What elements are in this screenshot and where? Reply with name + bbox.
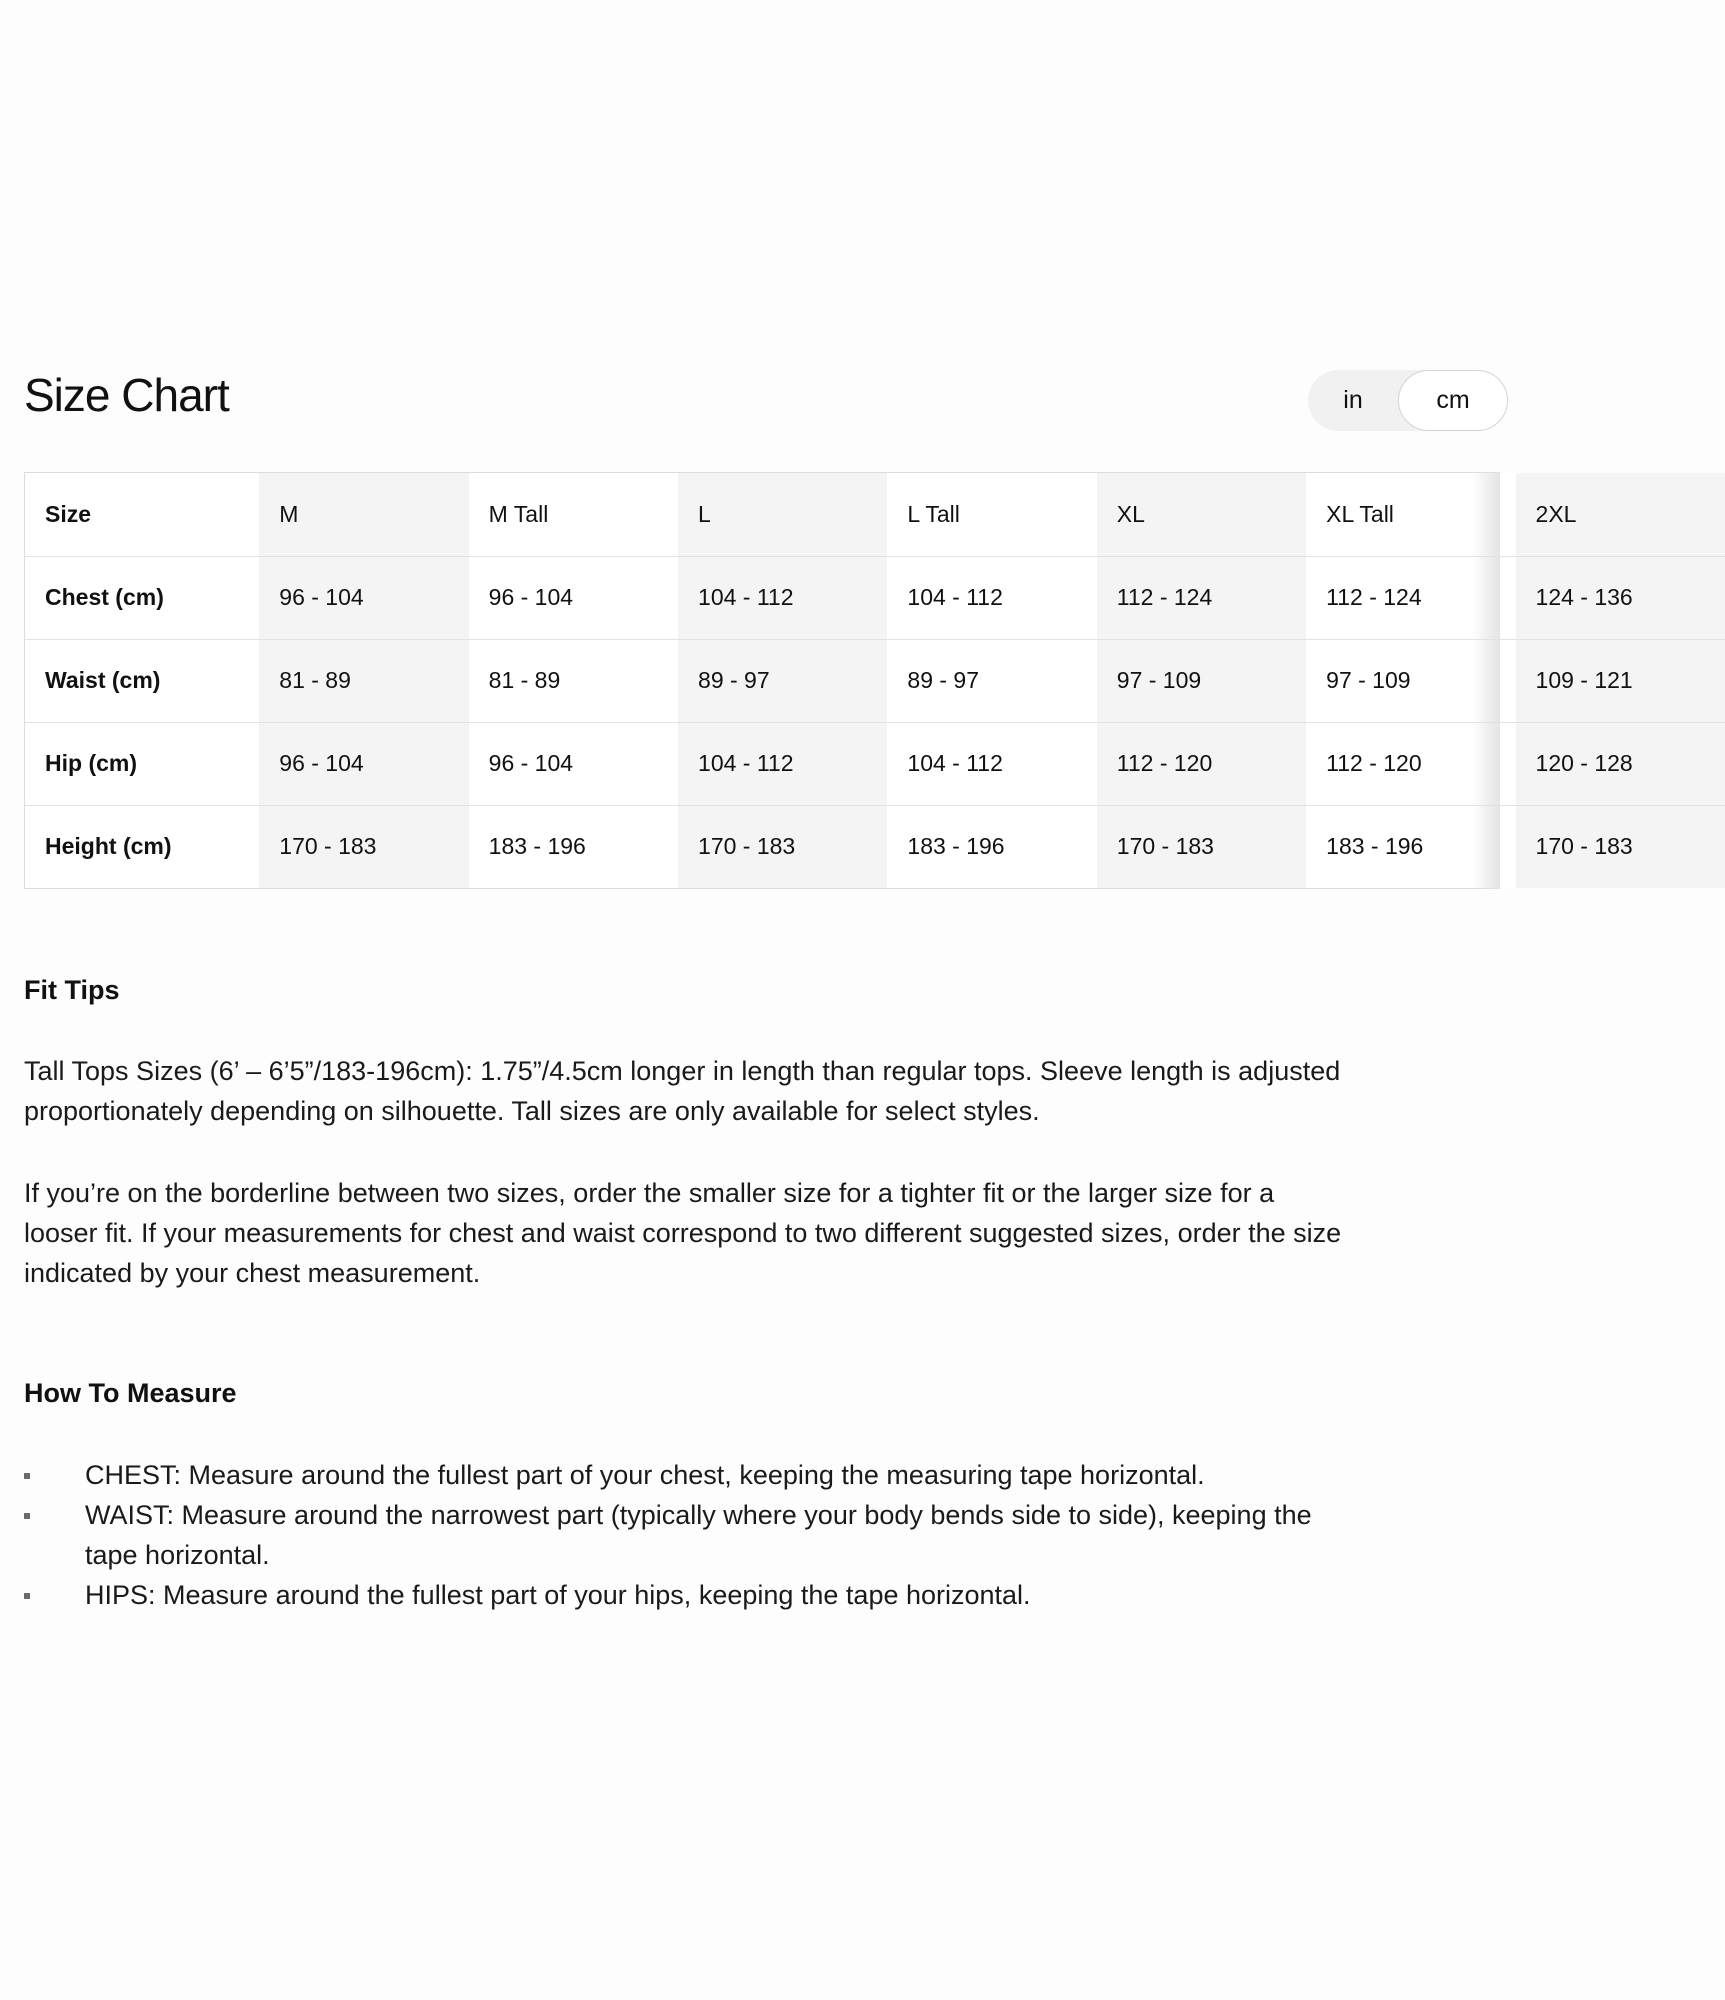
table-row-chest bbox=[25, 556, 1725, 639]
table-cell: 96 - 104 bbox=[469, 556, 678, 639]
table-row-hip bbox=[25, 722, 1725, 805]
row-header-chest: Chest (cm) bbox=[25, 556, 259, 639]
table-cell: 89 - 97 bbox=[887, 639, 1096, 722]
table-cell: 96 - 104 bbox=[469, 722, 678, 805]
table-cell: 104 - 112 bbox=[887, 556, 1096, 639]
table-scroll-fade bbox=[1472, 472, 1500, 889]
measure-list bbox=[24, 1455, 1344, 1615]
size-header-m-tall: M Tall bbox=[469, 473, 678, 556]
unit-in-button[interactable]: in bbox=[1343, 386, 1363, 414]
size-header-l-tall: L Tall bbox=[887, 473, 1096, 556]
square-bullet-icon bbox=[24, 1513, 30, 1519]
table-cell: 97 - 109 bbox=[1306, 639, 1515, 722]
page-title: Size Chart bbox=[24, 369, 229, 421]
table-cell: 170 - 183 bbox=[678, 805, 887, 888]
list-item-chest bbox=[24, 1455, 1344, 1495]
square-bullet-icon bbox=[24, 1473, 30, 1479]
table-cell: 104 - 112 bbox=[678, 722, 887, 805]
table-cell: 96 - 104 bbox=[259, 556, 468, 639]
table-cell: 81 - 89 bbox=[259, 639, 468, 722]
list-item-text: CHEST: Measure around the fullest part of your chest, keeping the measuring tape horizontal. bbox=[85, 1460, 1205, 1490]
table-cell: 112 - 124 bbox=[1306, 556, 1515, 639]
list-item-text: WAIST: Measure around the narrowest part (typically where your body bends side to side), keeping the tape horizontal. bbox=[85, 1500, 1312, 1570]
list-item-waist bbox=[24, 1495, 1344, 1575]
how-to-measure-title: How To Measure bbox=[24, 1378, 237, 1408]
table-cell: 112 - 120 bbox=[1097, 722, 1306, 805]
list-item-text: HIPS: Measure around the fullest part of your hips, keeping the tape horizontal. bbox=[85, 1580, 1031, 1610]
size-header-m: M bbox=[259, 473, 468, 556]
table-cell: 183 - 196 bbox=[469, 805, 678, 888]
table-cell: 104 - 112 bbox=[887, 722, 1096, 805]
table-cell: 112 - 124 bbox=[1097, 556, 1306, 639]
unit-cm-button[interactable]: cm bbox=[1398, 370, 1508, 431]
fit-tips-title: Fit Tips bbox=[24, 975, 120, 1005]
size-header-xl-tall: XL Tall bbox=[1306, 473, 1515, 556]
size-table bbox=[25, 473, 1725, 888]
table-cell: 109 - 121 bbox=[1516, 639, 1725, 722]
table-cell: 89 - 97 bbox=[678, 639, 887, 722]
square-bullet-icon bbox=[24, 1593, 30, 1599]
table-cell: 124 - 136 bbox=[1516, 556, 1725, 639]
table-row-height bbox=[25, 805, 1725, 888]
table-row-waist bbox=[25, 639, 1725, 722]
table-cell: 97 - 109 bbox=[1097, 639, 1306, 722]
table-cell: 170 - 183 bbox=[1097, 805, 1306, 888]
size-header-2xl: 2XL bbox=[1516, 473, 1725, 556]
table-cell: 104 - 112 bbox=[678, 556, 887, 639]
table-cell: 81 - 89 bbox=[469, 639, 678, 722]
table-cell: 96 - 104 bbox=[259, 722, 468, 805]
row-header-hip: Hip (cm) bbox=[25, 722, 259, 805]
table-cell: 112 - 120 bbox=[1306, 722, 1515, 805]
size-header-l: L bbox=[678, 473, 887, 556]
fit-tips-paragraph-borderline: If you’re on the borderline between two sizes, order the smaller size for a tighter fit or the larger size for a looser fit. If your measurements for chest and waist correspond to two different suggested sizes, order the size indicated by your chest measurement. bbox=[24, 1178, 1342, 1288]
row-header-size: Size bbox=[25, 473, 259, 556]
table-cell: 183 - 196 bbox=[887, 805, 1096, 888]
size-table-scroll[interactable] bbox=[24, 472, 1633, 889]
table-cell: 183 - 196 bbox=[1306, 805, 1515, 888]
list-item-hips bbox=[24, 1575, 1344, 1615]
table-row-size bbox=[25, 473, 1725, 556]
size-header-xl: XL bbox=[1097, 473, 1306, 556]
unit-toggle bbox=[1308, 370, 1500, 431]
table-cell: 120 - 128 bbox=[1516, 722, 1725, 805]
row-header-height: Height (cm) bbox=[25, 805, 259, 888]
table-cell: 170 - 183 bbox=[259, 805, 468, 888]
table-cell: 170 - 183 bbox=[1516, 805, 1725, 888]
row-header-waist: Waist (cm) bbox=[25, 639, 259, 722]
fit-tips-paragraph-tall: Tall Tops Sizes (6’ – 6’5”/183-196cm): 1.75”/4.5cm longer in length than regular tops. Sleeve length is adjusted proportionately depending on silhouette. Tall sizes are only available for select styles. bbox=[24, 1056, 1341, 1126]
